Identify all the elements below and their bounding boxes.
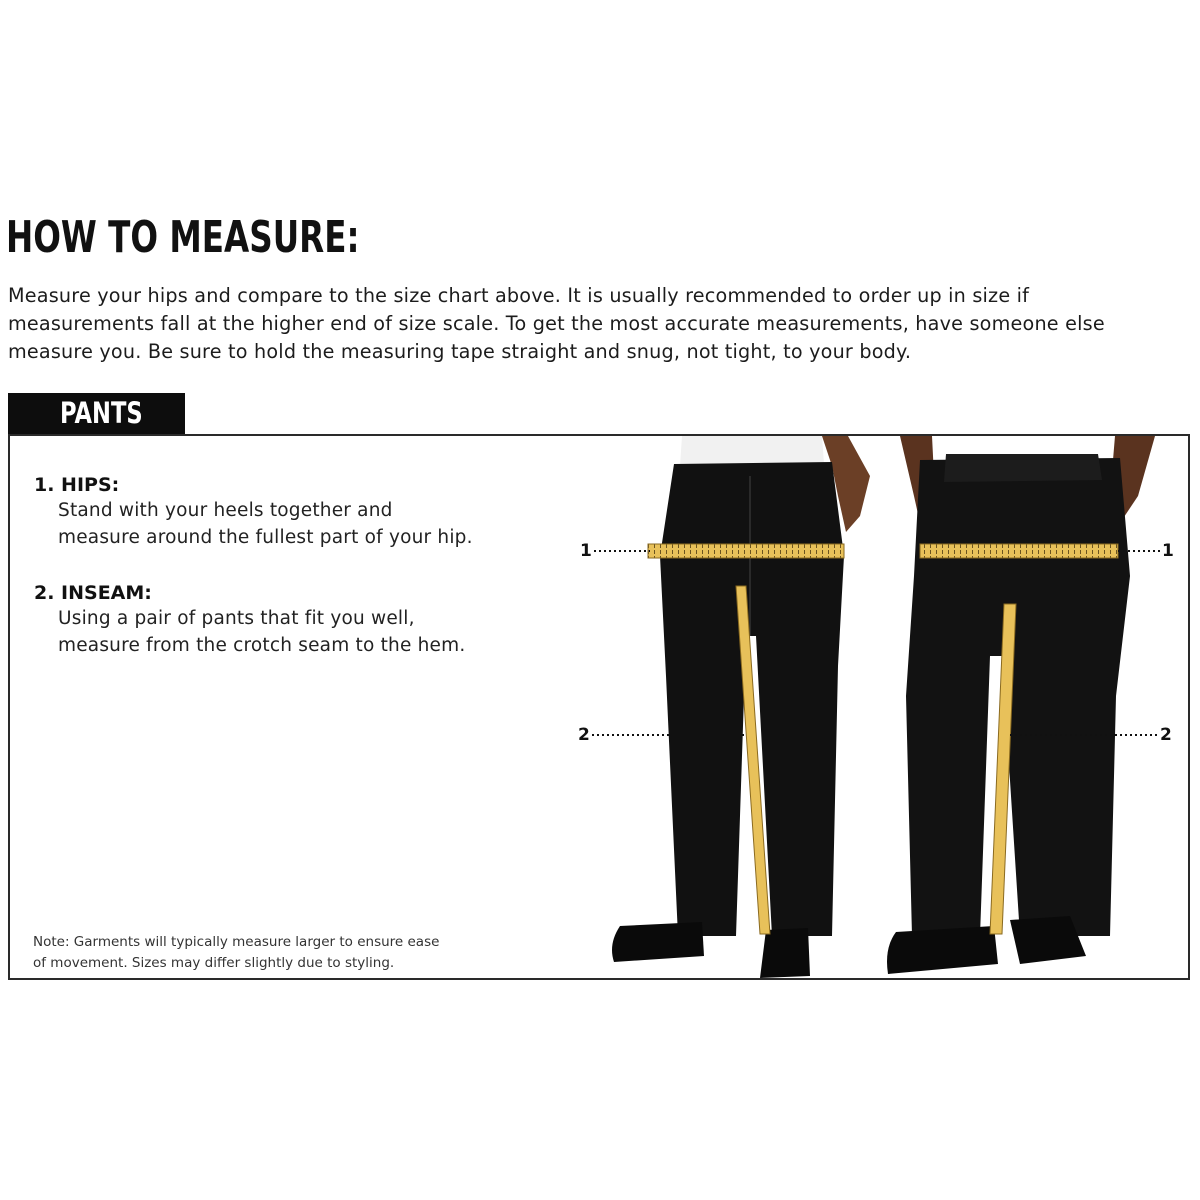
garment-note [33,932,439,974]
pants-measurement-illustration [570,436,1188,978]
note-line: of movement. Sizes may differ slightly due to styling. [33,955,395,971]
section-tab-pants [8,393,185,435]
step-hips-title: 1. HIPS: [34,474,120,496]
intro-line: measure you. Be sure to hold the measuring tape straight and snug, not tight, to your body. [8,340,912,363]
intro-paragraph [8,282,1193,366]
step-hips-line: measure around the fullest part of your hip. [58,527,473,548]
step-inseam-line: Using a pair of pants that fit you well, [58,608,415,629]
left-shoe [612,922,704,962]
hip-tape-left [648,544,844,558]
note-line: Note: Garments will typically measure larger to ensure ease [33,934,440,950]
inseam-marker-right: 2 [1160,725,1172,745]
right-pants [906,458,1130,936]
page-heading: HOW TO MEASURE: [6,212,360,263]
left-figure [612,436,870,978]
section-tab-label: PANTS [60,396,143,430]
step-inseam-title: 2. INSEAM: [34,582,152,604]
right-shoe [760,928,810,978]
hip-tape-right [920,544,1118,558]
step-inseam-line: measure from the crotch seam to the hem. [58,635,466,656]
hip-marker-left: 1 [580,541,592,561]
step-hips-line: Stand with your heels together and [58,500,393,521]
inseam-marker-left: 2 [578,725,590,745]
hip-marker-right: 1 [1162,541,1174,561]
right-figure [887,436,1155,974]
intro-line: Measure your hips and compare to the size chart above. It is usually recommended to order up in size if [8,284,1030,307]
right-figure-shoe-left [887,926,998,974]
intro-line: measurements fall at the higher end of size scale. To get the most accurate measurements, have someone else [8,312,1105,335]
